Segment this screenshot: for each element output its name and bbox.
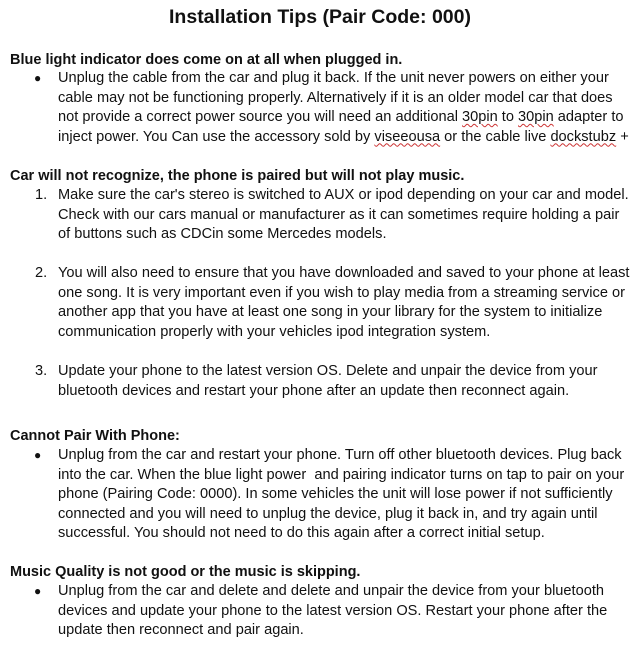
section-heading: Blue light indicator does come on at all when plugged in. — [10, 52, 403, 68]
bullet-icon: ● — [34, 448, 42, 462]
text-line: connected and you will need to unplug the device, plug it back in, and try again until — [58, 505, 598, 522]
text-line: You will also need to ensure that you have downloaded and saved to your phone at least — [58, 265, 630, 281]
text-span: not provide a correct power source you will need an additional — [58, 109, 458, 125]
text-line: Unplug the cable from the car and plug it back. If the unit never powers on either your — [58, 70, 609, 86]
list-item — [58, 582, 607, 641]
text-line: Unplug from the car and restart your phone. Turn off other bluetooth devices. Plug back — [58, 447, 622, 463]
list-item — [58, 69, 629, 147]
text-line: another app that you have at least one song in your library for the system to initialize — [58, 304, 603, 320]
text-line: of buttons such as CDCin some Mercedes models. — [58, 226, 387, 242]
spellcheck-word: viseeousa — [374, 128, 441, 145]
text-line: communication properly with your vehicles ipod integration system. — [58, 323, 491, 340]
text-span: adapter to — [553, 109, 624, 125]
text-line: Make sure the car's stereo is switched to AUX or ipod depending on your car and model. — [58, 187, 629, 203]
text-line: Check with our cars manual or manufacturer as it can sometimes require holding a pair — [58, 206, 620, 223]
text-line: bluetooth devices and restart your phone after an update then reconnect again. — [58, 382, 570, 399]
spellcheck-word: dockstubz — [550, 128, 617, 145]
text-line: Update your phone to the latest version OS. Delete and unpair the device from your — [58, 363, 598, 379]
section-heading: Music Quality is not good or the music is skipping. — [10, 564, 361, 580]
text-line — [58, 128, 629, 148]
text-span: or the cable live — [440, 128, 551, 145]
list-item — [58, 264, 629, 342]
text-line: devices and update your phone to the latest version OS. Restart your phone after the — [58, 602, 608, 619]
spellcheck-word: 30pin — [462, 109, 498, 125]
bullet-icon: ● — [34, 584, 42, 598]
spellcheck-word: 30pin — [518, 109, 554, 125]
text-line: phone (Pairing Code: 0000). In some vehicles the unit will lose power if not sufficiently — [58, 486, 613, 502]
list-item — [58, 186, 629, 245]
list-number: 1. — [35, 187, 48, 203]
section-heading: Car will not recognize, the phone is paired but will not play music. — [10, 168, 465, 184]
section-heading: Cannot Pair With Phone: — [10, 428, 180, 444]
text-span: + — [616, 128, 629, 145]
list-item — [58, 446, 624, 544]
text-line: into the car. When the blue light power and pairing indicator turns on tap to pair on your — [58, 466, 625, 483]
text-span: inject power. You Can use the accessory sold by — [58, 128, 375, 145]
text-line: Unplug from the car and delete and delete and unpair the device from your bluetooth — [58, 583, 604, 599]
bullet-icon: ● — [34, 71, 42, 85]
text-line: successful. You should not need to do this again after a correct initial setup. — [58, 525, 545, 541]
list-number: 3. — [35, 363, 48, 379]
list-item — [58, 362, 597, 401]
text-line — [58, 108, 629, 128]
text-line: one song. It is very important even if you wish to play media from a streaming service or — [58, 284, 625, 301]
page-title: Installation Tips (Pair Code: 000) — [169, 6, 471, 28]
text-span: to — [497, 109, 519, 125]
text-line: update then reconnect and pair again. — [58, 622, 304, 638]
text-line: cable may not be functioning properly. Alternatively if it is an older model car that does — [58, 89, 613, 106]
list-number: 2. — [35, 265, 48, 281]
